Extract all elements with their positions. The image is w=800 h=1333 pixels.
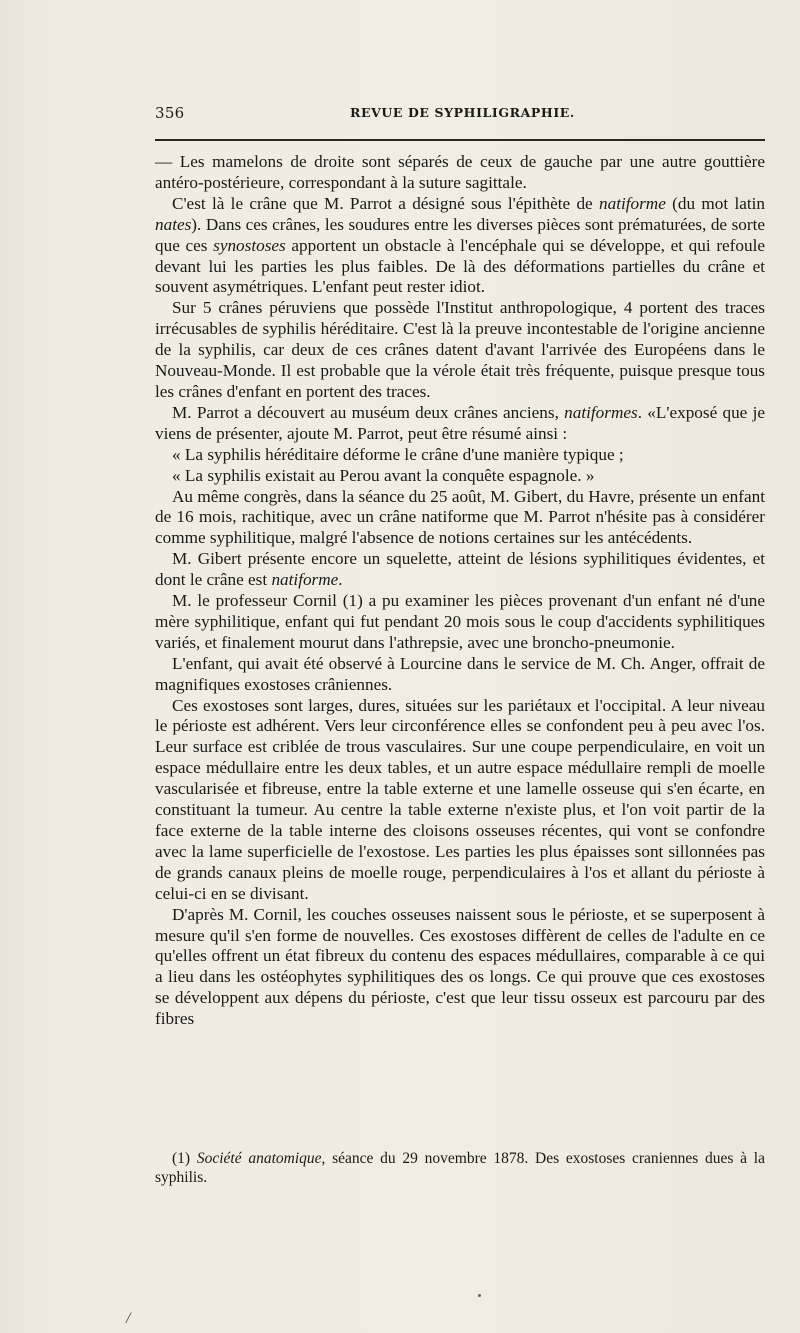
text-run: D'après M. Cornil, les couches osseuses naissent sous le périoste, et se superposent à mesure qu'il s'en forme de nouvelles. Ces exostoses diffèrent de celles de l'adulte en ce qu'elles offrent un état fibreux du contenu des espaces médullaires, comparable à ce qui a lieu dans les ostéophytes syphilitiques des os longs. Ce qui prouve que ces exostoses se développent aux dépens du périoste, c'est que leur tissu osseux est parcouru par des fibres <box>155 904 765 1029</box>
paragraph-4 <box>155 403 765 445</box>
text-run: M. Parrot a découvert au muséum deux crânes anciens, <box>172 402 565 422</box>
footnote-source: Société anatomique <box>196 1150 322 1167</box>
italic-term: natiformes <box>564 402 638 422</box>
text-run: Sur 5 crânes péruviens que possède l'Institut anthropologique, 4 portent des traces irrécusables de syphilis héréditaire. C'est là la preuve incontestable de l'origine ancienne de la syphilis, car deux de ces crânes datent d'avant l'arrivée des Européens dans le Nouveau-Monde. Il est probable que la vérole était très fréquente, puisque presque tous les crânes d'enfant en portent des traces. <box>155 298 765 401</box>
text-run: M. le professeur Cornil (1) a pu examiner les pièces provenant d'un enfant né d'une mère syphilitique, enfant qui fut pendant 20 mois sous le coup d'accidents syphilitiques variés, et finalement mourut dans l'athrepsie, avec une broncho-pneumonie. <box>155 591 765 652</box>
header-rule <box>155 139 765 141</box>
text-run: L'enfant, qui avait été observé à Lourcine dans le service de M. Ch. Anger, offrait de magnifiques exostoses crâniennes. <box>155 653 765 694</box>
text-run: , séance du 29 novembre 1878. Des exostoses craniennes dues à la syphilis. <box>155 1150 765 1186</box>
stray-dot <box>478 1294 481 1297</box>
paragraph-12 <box>155 905 765 1030</box>
text-run: Ces exostoses sont larges, dures, situées sur les pariétaux et l'occipital. A leur niveau le périoste est adhérent. Vers leur circonférence elles se confondent peu à peu avec l'os. Leur surface est criblée de trous vasculaires. Sur une coupe perpendiculaire, en voit un espace médullaire entre les deux tables, et un autre espace médullaire rempli de moelle vascularisée et fibreuse, entre la table externe et une lamelle osseuse qui s'en écarte, en constituant la tumeur. Au centre la table externe n'existe plus, et l'on voit partir de la face externe de la table interne des cloisons osseuses récentes, qui vont se confondre avec la lame superficielle de l'exostose. Les parties les plus épaisses sont sillonnées pas de grands canaux pleins de moelle rouge, perpendiculaires à l'os et allant du périoste à celui-ci en se divisant. <box>155 695 765 903</box>
page-number: 356 <box>155 104 185 122</box>
italic-term: synostoses <box>213 235 286 255</box>
text-run: « La syphilis existait au Perou avant la conquête espagnole. » <box>172 465 595 485</box>
main-text <box>155 152 765 1030</box>
text-run: . <box>338 570 343 590</box>
running-title: REVUE DE SYPHILIGRAPHIE. <box>350 105 575 120</box>
text-run: Au même congrès, dans la séance du 25 août, M. Gibert, du Havre, présente un enfant de 16 mois, rachitique, avec un crâne natiforme que M. Parrot n'hésite pas à considérer comme syphilitique, malgré l'absence de notions certaines sur les antécédents. <box>155 486 765 548</box>
text-run: C'est là le crâne que M. Parrot a désigné sous l'épithète de <box>172 193 600 213</box>
text-run: M. Gibert présente encore un squelette, atteint de lésions syphilitiques évidentes, et dont le crâne est <box>155 549 765 590</box>
text-run: . «L'exposé que je viens de présenter, ajoute M. Parrot, peut être résumé ainsi : <box>155 402 765 443</box>
paragraph-1 <box>155 152 765 194</box>
text-run: ). Dans ces crânes, les soudures entre les diverses pièces sont prématurées, de sorte que ces <box>155 214 765 255</box>
footnote <box>155 1149 765 1187</box>
text-run: « La syphilis héréditaire déforme le crâne d'une manière typique ; <box>172 444 624 464</box>
text-run: apportent un obstacle à l'encéphale qui se développe, et qui refoule devant lui les parties les plus faibles. De là des déformations partielles du crâne et souvent asymétriques. L'enfant peut rester idiot. <box>155 235 765 297</box>
paragraph-10 <box>155 654 765 696</box>
footnote-marker: (1) <box>172 1150 197 1167</box>
paragraph-8 <box>155 549 765 591</box>
paragraph-7 <box>155 487 765 550</box>
paragraph-2 <box>155 194 765 299</box>
paragraph-6 <box>155 466 765 487</box>
paragraph-9 <box>155 591 765 654</box>
paragraph-5 <box>155 445 765 466</box>
footnote-text <box>155 1149 765 1187</box>
paragraph-3 <box>155 298 765 403</box>
italic-term: nates <box>155 214 192 234</box>
italic-term: natiforme <box>271 570 339 590</box>
paragraph-11 <box>155 696 765 905</box>
text-run: — Les mamelons de droite sont séparés de ceux de gauche par une autre gouttière antéro-postérieure, correspondant à la suture sagittale. <box>155 152 765 192</box>
page-header <box>155 104 765 126</box>
italic-term: natiforme <box>599 193 666 213</box>
stray-mark: / <box>126 1310 131 1327</box>
text-run: (du mot latin <box>665 193 765 213</box>
